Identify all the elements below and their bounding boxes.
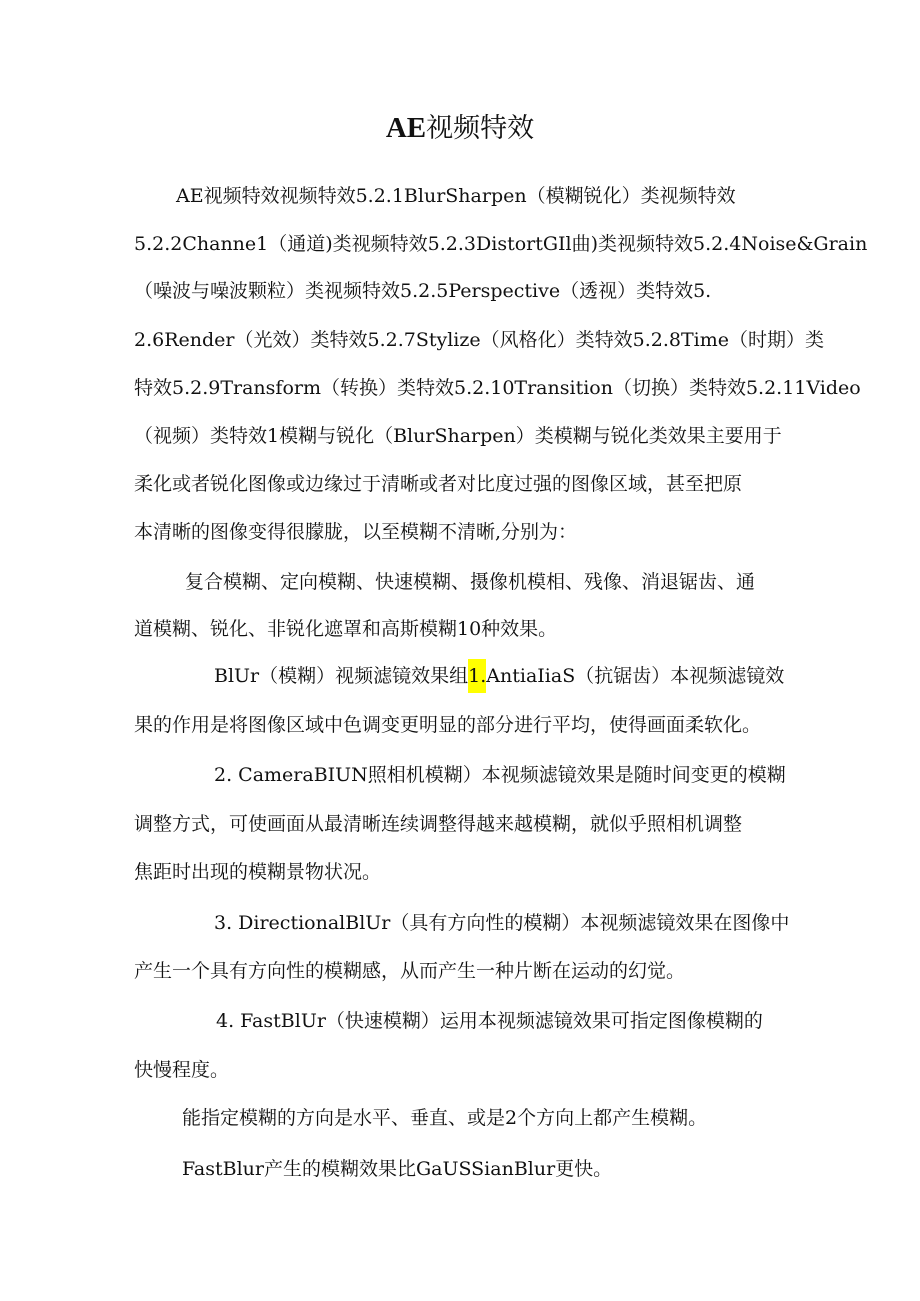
page-title-latin: AE xyxy=(385,112,427,144)
blur-group-text-after: AntiaIiaS（抗锯齿）本视频滤镜效 xyxy=(486,665,785,687)
intro-line-6: （视频）类特效1模糊与锐化（BlurSharpen）类模糊与锐化类效果主要用于 xyxy=(134,425,782,447)
intro-line-1: AE视频特效视频特效5.2.1BlurSharpen（模糊锐化）类视频特效 xyxy=(176,185,736,207)
intro-line-2: 5.2.2Channe1（通道)类视频特效5.2.3DistortGIl曲)类视频特效5.2.4Noise&Grain xyxy=(134,233,868,255)
blur-group-text-before: BlUr（模糊）视频滤镜效果组 xyxy=(214,665,469,687)
effects-line-2: 道模糊、锐化、非锐化遮罩和高斯模糊10种效果。 xyxy=(134,618,558,640)
camera-blur-line-3: 焦距时出现的模糊景物状况。 xyxy=(134,861,382,883)
camera-blur-line-2: 调整方式，可使画面从最清晰连续调整得越来越模糊，就似乎照相机调整 xyxy=(134,813,743,835)
directional-blur-line-1: 3. DirectionalBlUr（具有方向性的模糊）本视频滤镜效果在图像中 xyxy=(214,912,790,934)
fast-blur-line-2: 快慢程度。 xyxy=(134,1059,230,1081)
camera-blur-line-1: 2. CameraBIUN照相机模糊）本视频滤镜效果是随时间变更的模糊 xyxy=(214,764,786,786)
fast-blur-line-1: 4. FastBlUr（快速模糊）运用本视频滤镜效果可指定图像模糊的 xyxy=(216,1010,763,1032)
effects-line-1: 复合模糊、定向模糊、快速模糊、摄像机模相、残像、消退锯齿、通 xyxy=(185,571,756,593)
intro-line-4: 2.6Render（光效）类特效5.2.7Stylize（风格化）类特效5.2.8Time（时期）类 xyxy=(134,329,824,351)
page-title-cjk: 视频特效 xyxy=(426,113,535,144)
intro-line-5: 特效5.2.9Transform（转换）类特效5.2.10Transition（切换）类特效5.2.11Video xyxy=(134,377,861,399)
directional-blur-line-2: 产生一个具有方向性的模糊感，从而产生一种片断在运动的幻觉。 xyxy=(134,960,686,982)
direction-note: 能指定模糊的方向是水平、垂直、或是2个方向上都产生模糊。 xyxy=(182,1107,708,1129)
blur-group-line-2: 果的作用是将图像区域中色调变更明显的部分进行平均，使得画面柔软化。 xyxy=(134,714,762,736)
intro-line-7: 柔化或者锐化图像或边缘过于清晰或者对比度过强的图像区域，甚至把原 xyxy=(134,473,743,495)
page-title xyxy=(0,108,920,149)
highlighted-number: 1. xyxy=(468,659,486,693)
blur-group-line-1 xyxy=(214,659,784,693)
intro-line-3: （噪波与噪波颗粒）类视频特效5.2.5Perspective（透视）类特效5. xyxy=(134,280,712,302)
speed-note: FastBlur产生的模糊效果比GaUSSianBlur更快。 xyxy=(182,1158,613,1180)
intro-line-8: 本清晰的图像变得很朦胧，以至模糊不清晰,分别为： xyxy=(134,521,578,543)
